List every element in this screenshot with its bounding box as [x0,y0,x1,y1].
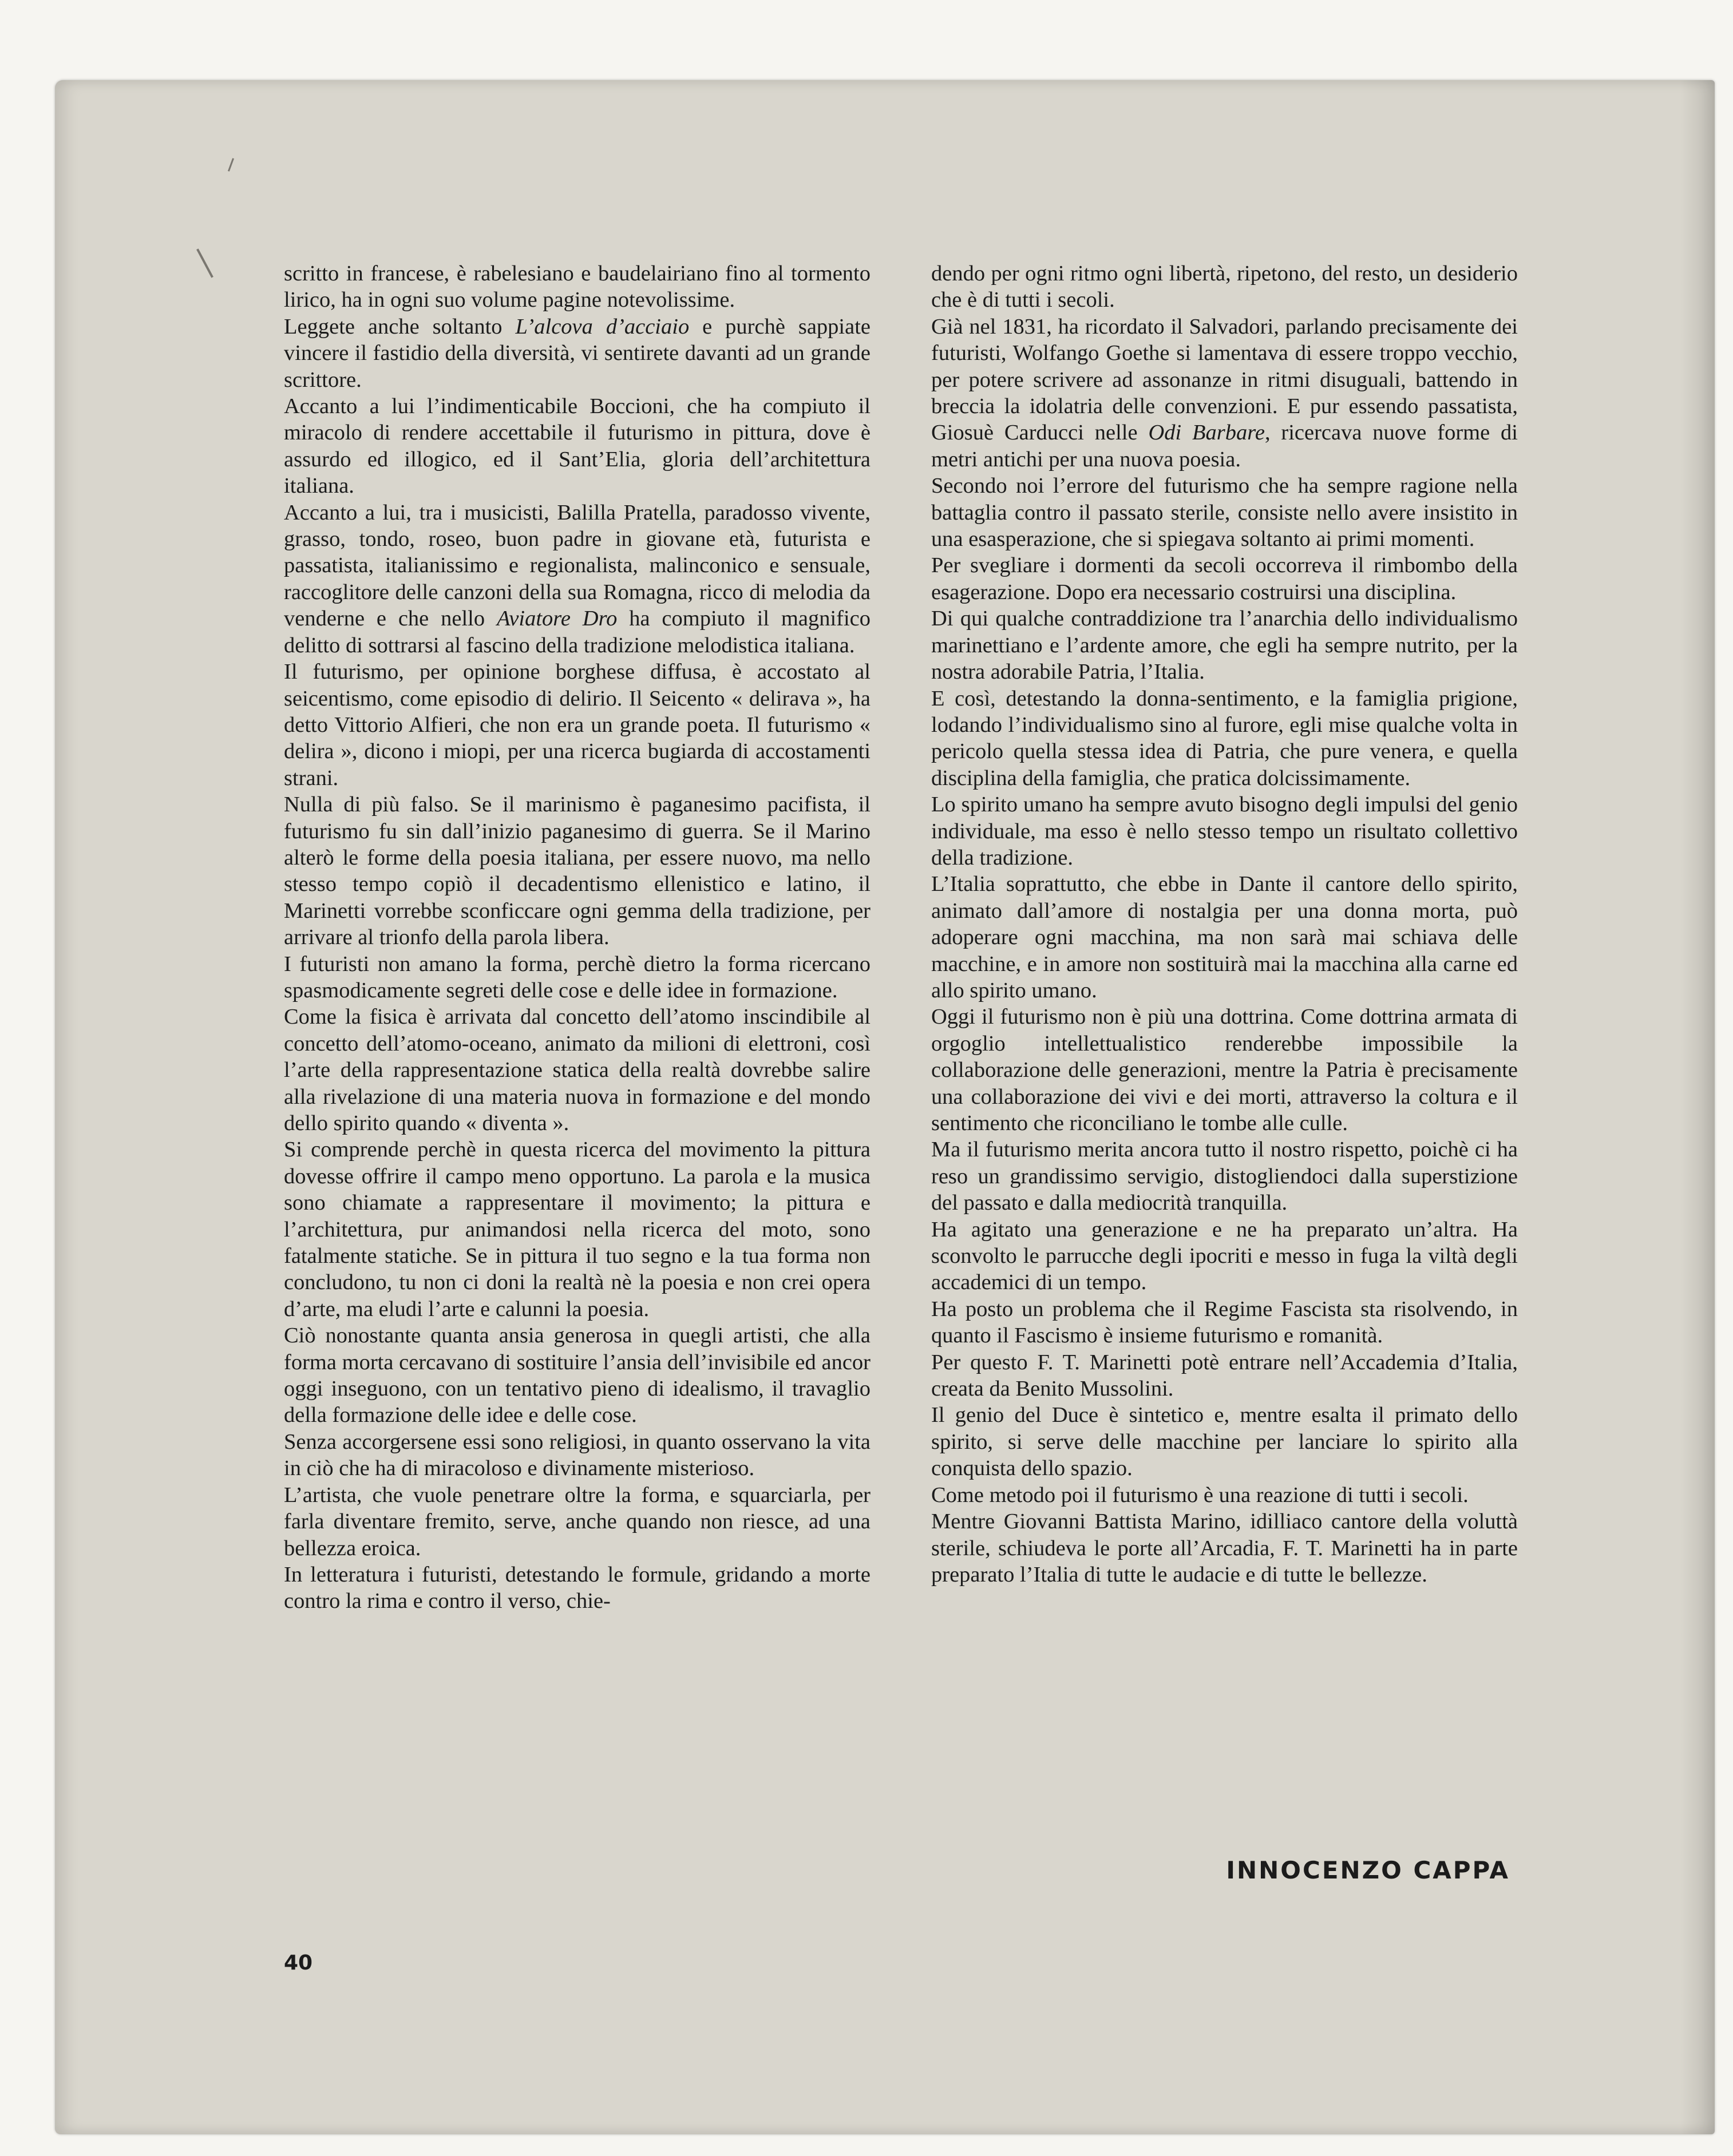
article-paragraph: Di qui qualche contraddizione tra l’anarchia dello individualismo marinettiano e l’ardente amore, che egli ha sempre nutrito, per la nostra adorabile Patria, l’Italia. [931,607,1518,684]
paragraph-text: Leggete anche soltanto [284,314,516,339]
article-paragraph: In letteratura i futuristi, detestando le formule, gridando a morte contro la rima e contro il verso, chie- [284,1562,871,1614]
article-paragraph: Nulla di più falso. Se il marinismo è paganesimo pacifista, il futurismo fu sin dall’inizio paganesimo di guerra. Se il Marino alterò le forme della poesia italiana, per essere nuovo, ma nello stesso tempo copiò il decadentismo ellenistico e latino, il Marinetti vorrebbe sconficcare ogni gemma della tradizione, per arrivare al trionfo della parola libera. [284,792,871,950]
article-paragraph: Si comprende perchè in questa ricerca del movimento la pittura dovesse offrire il campo meno opportuno. La parola e la musica sono chiamate a rappresentare il movimento; la pittura e l’architettura, pur animandosi nella ricerca del moto, sono fatalmente statiche. Se in pittura il tuo segno e la tua forma non concludono, tu non ci doni la realtà nè la poesia e non crei opera d’arte, ma eludi l’arte e calunni la poesia. [284,1138,871,1321]
article-paragraph: Senza accorgersene essi sono religiosi, in quanto osservano la vita in ciò che ha di miracoloso e divinamente misterioso. [284,1429,871,1481]
article-paragraph: I futuristi non amano la forma, perchè dietro la forma ricercano spasmodicamente segreti delle cose e delle idee in formazione. [284,952,871,1002]
article-paragraph: Mentre Giovanni Battista Marino, idilliaco cantore della voluttà sterile, schiudeva le porte all’Arcadia, F. T. Marinetti ha in parte preparato l’Italia di tutte le audacie e di tutte le bellezze. [931,1509,1518,1587]
article-paragraph: Ha agitato una generazione e ne ha preparato un’altra. Ha sconvolto le parrucche degli ipocriti e messo in fuga la viltà degli accademici di un tempo. [931,1217,1518,1295]
article-paragraph: scritto in francese, è rabelesiano e baudelairiano fino al tormento lirico, ha in ogni suo volume pagine notevolissime. [284,261,871,312]
article-paragraph: Come la fisica è arrivata dal concetto dell’atomo inscindibile al concetto dell’atomo-oceano, animato da milioni di elettroni, così l’arte della rappresentazione statica della realtà dovrebbe salire alla rivelazione di una materia nuova in formazione e del mondo dello spirito quando « diventa ». [284,1005,871,1135]
article-paragraph: Il futurismo, per opinione borghese diffusa, è accostato al seicentismo, come episodio di delirio. Il Seicento « delirava », ha detto Vittorio Alfieri, che non era un grande poeta. Il futurismo « delira », dicono i miopi, per una ricerca bugiarda di accostamenti strani. [284,660,871,790]
paragraph-text: ha compiuto il magnifico delitto di sottrarsi al fascino della tradizione melodistica italiana. [284,607,871,657]
article-paragraph: Per svegliare i dormenti da secoli occorreva il rimbombo della esagerazione. Dopo era necessario costruirsi una disciplina. [931,553,1518,604]
italic-title: Odi Barbare [1148,421,1265,445]
paragraph-text: , ricercava nuove forme di metri antichi per una nuova poesia. [931,421,1518,471]
article-paragraph: Ciò nonostante quanta ansia generosa in quegli artisti, che alla forma morta cercavano di sostituire l’ansia dell’invisibile ed ancor oggi inseguono, con un tentativo pieno di idealismo, il travaglio della formazione delle idee e delle cose. [284,1323,871,1428]
article-paragraph: dendo per ogni ritmo ogni libertà, ripetono, del resto, un desiderio che è di tutti i secoli. [931,261,1518,312]
article-paragraph: L’Italia soprattutto, che ebbe in Dante il cantore dello spirito, animato dall’amore di nostalgia per una donna morta, può adoperare ogni macchina, ma non sarà mai schiava delle macchine, e in amore non sostituirà mai la macchina alla carne ed allo spirito umano. [931,872,1518,1002]
article-paragraph: Lo spirito umano ha sempre avuto bisogno degli impulsi del genio individuale, ma esso è nello stesso tempo un risultato collettivo della tradizione. [931,792,1518,870]
italic-title: Aviatore Dro [496,607,618,631]
article-paragraph: Ma il futurismo merita ancora tutto il nostro rispetto, poichè ci ha reso un grandissimo servigio, distogliendoci dalla superstizione del passato e dalla mediocrità tranquilla. [931,1138,1518,1215]
article-paragraph: L’artista, che vuole penetrare oltre la forma, e squarciarla, per farla diventare fremito, serve, anche quando non riesce, ad una bellezza eroica. [284,1483,871,1560]
left-text-column [284,260,871,1615]
italic-title: L’alcova d’acciaio [515,314,690,339]
article-paragraph [284,314,871,393]
paragraph-text: Accanto a lui, tra i musicisti, Balilla Pratella, paradosso vivente, grasso, tondo, roseo, buon padre in giovane età, futurista e passatista, italianissimo e regionalista, malinconico e sensuale, raccoglitore delle canzoni della sua Romagna, ricco di melodia da venderne e che nello [284,500,871,631]
paragraph-text: Già nel 1831, ha ricordato il Salvadori, parlando precisamente dei futuristi, Wolfango Goethe si lamentava di essere troppo vecchio, per potere scrivere ad assonanze in ritmi disuguali, battendo in breccia la idolatria delle convenzioni. E pur essendo passatista, Giosuè Carducci nelle [931,314,1518,445]
article-paragraph [931,314,1518,473]
article-paragraph: Per questo F. T. Marinetti potè entrare nell’Accademia d’Italia, creata da Benito Mussolini. [931,1350,1518,1401]
article-paragraph: Secondo noi l’errore del futurismo che ha sempre ragione nella battaglia contro il passato sterile, consiste nello avere insistito in una esasperazione, che si spiegava soltanto ai primi momenti. [931,474,1518,552]
paragraph-text: e purchè sappiate vincere il fastidio della diversità, vi sentirete davanti ad un grande scrittore. [284,314,871,392]
right-text-column [931,260,1518,1588]
article-paragraph: Il genio del Duce è sintetico e, mentre esalta il primato dello spirito, si serve delle macchine per lanciare lo spirito alla conquista dello spazio. [931,1403,1518,1481]
article-paragraph: E così, detestando la donna-sentimento, e la famiglia prigione, lodando l’individualismo sino al furore, egli mise qualche volta in pericolo quella stessa idea di Patria, che pure venera, e quella disciplina della famiglia, che pratica dolcissimamente. [931,686,1518,790]
article-paragraph: Ha posto un problema che il Regime Fascista sta risolvendo, in quanto il Fascismo è insieme futurismo e romanità. [931,1297,1518,1348]
page-edge-shadow [1680,80,1715,2134]
article-paragraph: Oggi il futurismo non è più una dottrina. Come dottrina armata di orgoglio intellettualistico renderebbe impossibile la collaborazione delle generazioni, mentre la Patria è precisamente una collaborazione dei vivi e dei morti, attraverso la coltura e il sentimento che riconciliano le tombe alle culle. [931,1005,1518,1135]
article-paragraph [284,500,871,659]
article-paragraph: Come metodo poi il futurismo è una reazione di tutti i secoli. [931,1483,1469,1507]
article-paragraph: Accanto a lui l’indimenticabile Boccioni, che ha compiuto il miracolo di rendere accettabile il futurismo in pittura, dove è assurdo ed illogico, ed il Sant’Elia, gloria dell’architettura italiana. [284,394,871,498]
author-signature: INNOCENZO CAPPA [1226,1856,1510,1884]
page-number: 40 [284,1951,313,1975]
